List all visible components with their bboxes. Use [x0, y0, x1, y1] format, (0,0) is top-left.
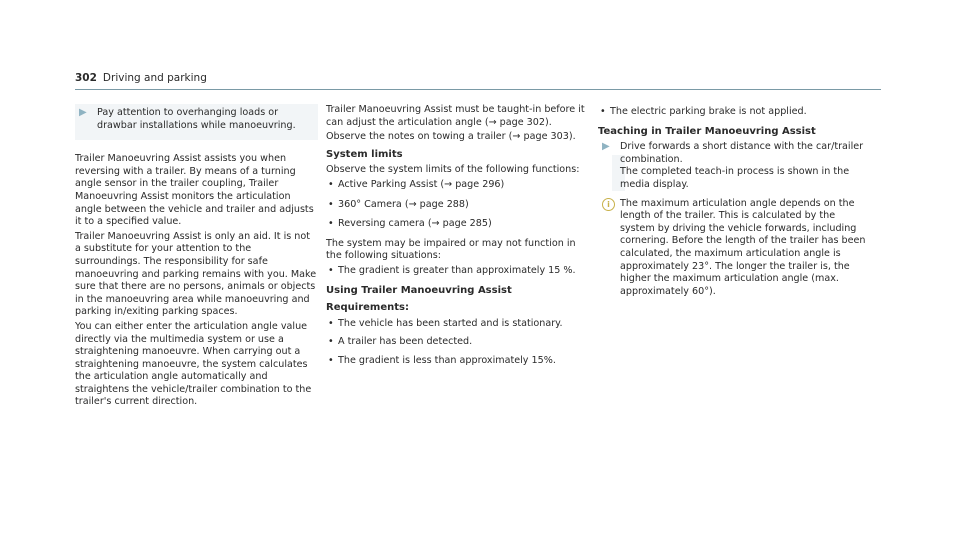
info-icon: i [602, 198, 615, 211]
page-number: 302 [75, 72, 97, 84]
list-item: • The gradient is greater than approximately 15 %. [326, 265, 591, 278]
info-note [598, 194, 868, 299]
step-result: The completed teach-in process is shown in the media display. [620, 166, 850, 190]
teach-in-steps [598, 141, 868, 298]
bullet-list [598, 106, 868, 119]
page-header [75, 72, 881, 90]
bullet-list [326, 318, 591, 368]
list-item: • A trailer has been detected. [326, 336, 591, 349]
triangle-right-icon: ▶ [602, 141, 610, 153]
heading-system-limits: System limits [326, 148, 403, 160]
list-item: • Reversing camera (→ page 285) [326, 218, 591, 231]
list-item: • 360° Camera (→ page 288) [326, 199, 591, 212]
list-item: • The vehicle has been started and is stationary. [326, 318, 591, 331]
paragraph: Trailer Manoeuvring Assist assists you when reversing with a trailer. By means of a turning angle sensor in the trailer coupling, Trailer Manoeuvring Assist monitors the articulation angle between the vehicle and trailer and adjusts it to a specified value. [75, 153, 314, 228]
column-2 [326, 104, 591, 374]
paragraph: Trailer Manoeuvring Assist is only an aid. It is not a substitute for your attention to the surroundings. The responsibility for safe manoeuvring and parking remains with you. Make sure that there are no persons, animals or objects in the manoeuvring area while manoeuvring and parking in/exiting parking spaces. [75, 230, 317, 318]
bullet-list [326, 179, 591, 231]
triangle-right-icon: ▶ [79, 107, 87, 118]
paragraph: Observe the system limits of the following functions: [326, 164, 580, 176]
step-text: Drive forwards a short distance with the car/trailer combination. [620, 141, 864, 165]
heading-using: Using Trailer Manoeuvring Assist [326, 284, 512, 296]
column-1 [75, 104, 318, 411]
step-item [598, 141, 868, 193]
paragraph: Trailer Manoeuvring Assist must be taught-in before it can adjust the articulation angle (→ page 302). [326, 104, 585, 128]
list-item: • The gradient is less than approximately 15%. [326, 355, 591, 368]
paragraph: The system may be impaired or may not function in the following situations: [326, 237, 576, 262]
paragraph: You can either enter the articulation angle value directly via the multimedia system or use a straightening manoeuvre. When carrying out a straightening manoeuvre, the system calculates the articulation angle automatically and straightens the vehicle/trailer combination to the trailer's current direction. [75, 320, 312, 408]
info-text: The maximum articulation angle depends on the length of the trailer. This is calculated by the system by driving the vehicle forwards, including cornering. Before the length of the trailer has been calculated, the maximum articulation angle is approximately 23°. The longer the trailer is, the higher the maximum articulation angle (max. approximately 60°). [620, 197, 866, 297]
list-item: • The electric parking brake is not applied. [598, 106, 868, 119]
section-title: Driving and parking [102, 72, 207, 84]
note-text: Pay attention to overhanging loads or drawbar installations while manoeuvring. [97, 107, 296, 131]
column-3 [598, 104, 868, 298]
paragraph: Observe the notes on towing a trailer (→ page 303). [326, 131, 576, 143]
safety-note [75, 104, 318, 140]
list-item: • Active Parking Assist (→ page 296) [326, 179, 591, 192]
heading-requirements: Requirements: [326, 302, 409, 314]
bullet-list [326, 265, 591, 278]
heading-teaching-in: Teaching in Trailer Manoeuvring Assist [598, 125, 816, 137]
